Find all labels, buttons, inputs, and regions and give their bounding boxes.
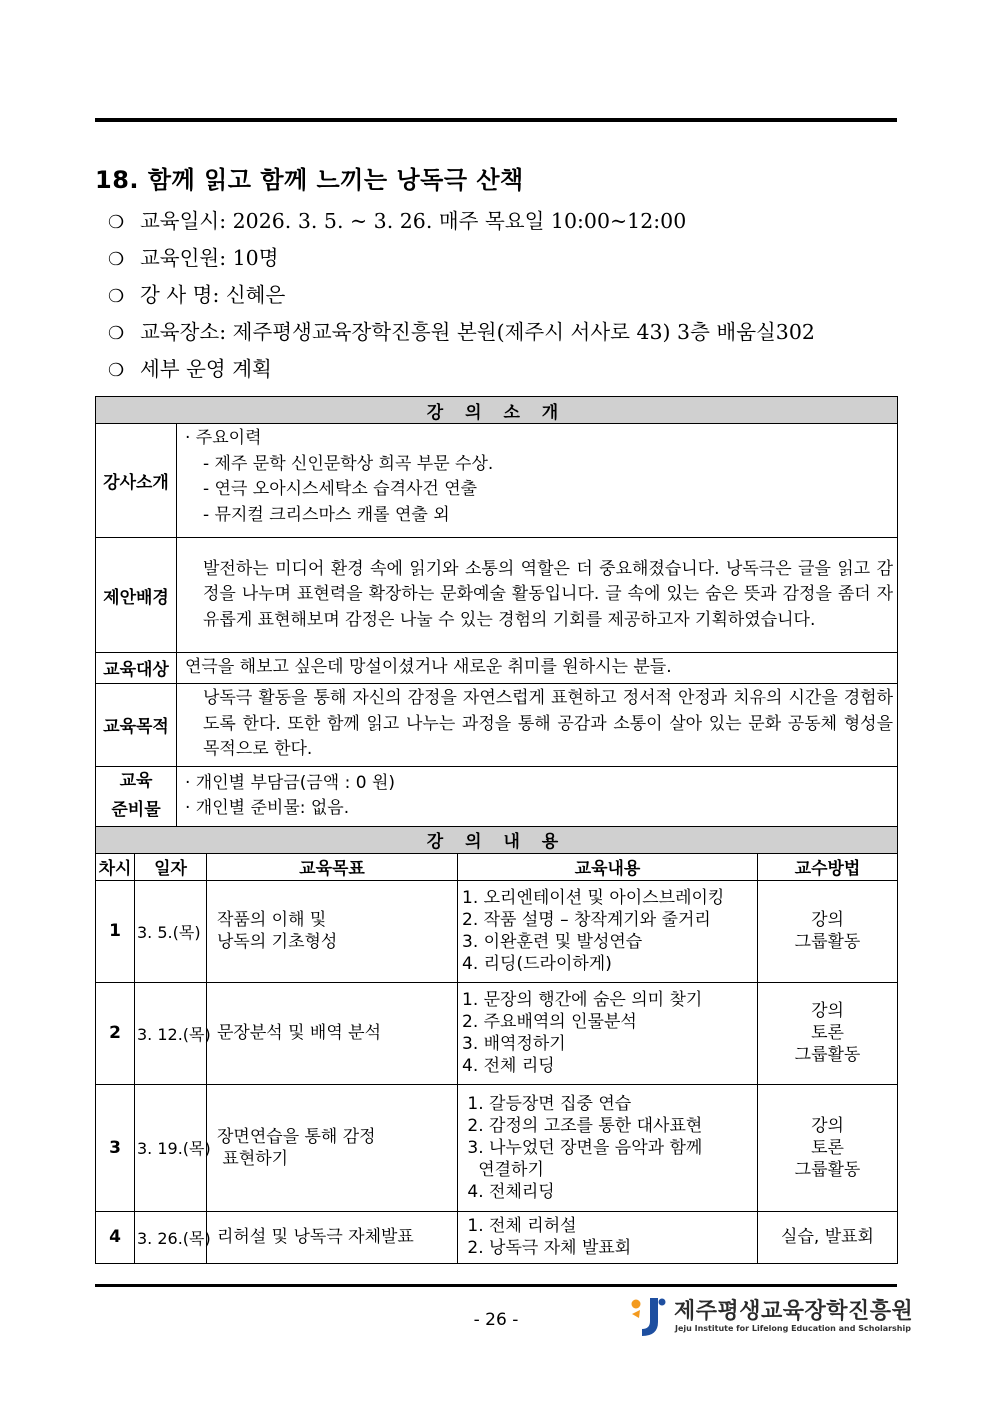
circle-bullet-icon: ❍ xyxy=(108,249,125,270)
bottom-rule xyxy=(95,1284,897,1287)
content-section-header: 강 의 내 용 xyxy=(96,826,898,853)
session-content: 1. 오리엔테이션 및 아이스브레이킹 2. 작품 설명 – 창작계기와 줄거리 3. 이완훈련 및 발성연습 4. 리딩(드라이하게) xyxy=(458,880,758,982)
col-header-method: 교수방법 xyxy=(758,853,898,880)
session-content: 1. 전체 리허설 2. 낭독극 자체 발표회 xyxy=(458,1211,758,1263)
session-content: 1. 문장의 행간에 숨은 의미 찾기 2. 주요배역의 인물분석 3. 배역정하기 4. 전체 리딩 xyxy=(458,982,758,1084)
session-method: 강의 그룹활동 xyxy=(758,880,898,982)
col-header-content: 교육내용 xyxy=(458,853,758,880)
session-goal: 리허설 및 낭독극 자체발표 xyxy=(207,1211,458,1263)
purpose-text: 낭독극 활동을 통해 자신의 감정을 자연스럽게 표현하고 정서적 안정과 치유의 시간을 경험하도록 한다. 또한 함께 읽고 나누는 과정을 통해 공감과 소통이 살아 있는 문화 공동체 형성을 목적으로 한다. xyxy=(177,683,898,766)
instructor-line: · 주요이력 xyxy=(185,428,262,448)
session-number: 1 xyxy=(96,880,135,982)
circle-bullet-icon: ❍ xyxy=(108,286,125,307)
table-row xyxy=(96,1211,898,1263)
session-content: 1. 갈등장면 집중 연습 2. 감정의 고조를 통한 대사표현 3. 나누었던 장면을 음악과 함께 연결하기 4. 전체리딩 xyxy=(458,1084,758,1211)
session-date: 3. 5.(목) xyxy=(135,880,207,982)
supplies-cell xyxy=(177,766,898,826)
supplies-line: · 개인별 부담금(금액 : 0 원) xyxy=(185,772,396,793)
circle-bullet-icon: ❍ xyxy=(108,323,125,344)
content-header-row xyxy=(96,853,898,880)
info-item-instructor: ❍ 강 사 명: 신혜은 xyxy=(108,277,908,314)
instructor-line: - 연극 오아시스세탁소 습격사건 연출 xyxy=(203,479,478,499)
col-header-goal: 교육목표 xyxy=(207,853,458,880)
info-item-location: ❍ 교육장소: 제주평생교육장학진흥원 본원(제주시 서사로 43) 3층 배움실302 xyxy=(108,314,908,351)
page-number: - 26 - xyxy=(473,1310,519,1330)
table-row xyxy=(96,982,898,1084)
section-title: 18. 함께 읽고 함께 느끼는 낭독극 산책 xyxy=(95,166,524,194)
instructor-line: - 뮤지컬 크리스마스 캐롤 연출 외 xyxy=(203,504,450,525)
background-label: 제안배경 xyxy=(96,538,177,653)
background-text: 발전하는 미디어 환경 속에 읽기와 소통의 역할은 더 중요해졌습니다. 낭독극은 글을 읽고 감정을 나누며 표현력을 확장하는 문화예술 활동입니다. 글 속에 있는 숨은 뜻과 감정을 좀더 자유롭게 표현해보며 감정은 나눌 수 있는 경험의 기회를 제공하고자 기획하였습니다. xyxy=(177,538,898,653)
session-method: 강의 토론 그룹활동 xyxy=(758,982,898,1084)
session-date: 3. 26.(목) xyxy=(135,1211,207,1263)
table-row xyxy=(96,1084,898,1211)
info-item-schedule: ❍ 교육일시: 2026. 3. 5. ~ 3. 26. 매주 목요일 10:00~12:00 xyxy=(108,203,908,240)
course-table xyxy=(95,396,898,1264)
instructor-line: - 제주 문학 신인문학상 희곡 부문 수상. xyxy=(203,453,494,474)
institute-logo xyxy=(628,1292,914,1342)
col-header-session: 차시 xyxy=(96,853,135,880)
info-item-capacity: ❍ 교육인원: 10명 xyxy=(108,240,908,277)
session-date: 3. 19.(목) xyxy=(135,1084,207,1211)
session-number: 2 xyxy=(96,982,135,1084)
purpose-label: 교육목적 xyxy=(96,683,177,766)
intro-section-header: 강 의 소 개 xyxy=(96,397,898,424)
info-item-plan: ❍ 세부 운영 계획 xyxy=(108,351,908,388)
supplies-label: 교육 준비물 xyxy=(96,766,177,826)
target-text: 연극을 해보고 싶은데 망설이셨거나 새로운 취미를 원하시는 분들. xyxy=(177,653,898,684)
session-method: 강의 토론 그룹활동 xyxy=(758,1084,898,1211)
session-goal: 문장분석 및 배역 분석 xyxy=(207,982,458,1084)
col-header-date: 일자 xyxy=(135,853,207,880)
instructor-label: 강사소개 xyxy=(96,424,177,538)
institute-name: 제주평생교육장학진흥원 xyxy=(674,1299,914,1324)
instructor-cell xyxy=(177,424,898,538)
top-rule xyxy=(95,118,897,122)
session-date: 3. 12.(목) xyxy=(135,982,207,1084)
institute-name-en: Jeju Institute for Lifelong Education and Scholarship xyxy=(675,1324,911,1333)
target-label: 교육대상 xyxy=(96,653,177,684)
circle-bullet-icon: ❍ xyxy=(108,212,125,233)
table-row xyxy=(96,880,898,982)
session-number: 3 xyxy=(96,1084,135,1211)
session-number: 4 xyxy=(96,1211,135,1263)
session-goal: 작품의 이해 및 낭독의 기초형성 xyxy=(207,880,458,982)
session-method: 실습, 발표회 xyxy=(758,1211,898,1263)
info-list xyxy=(108,203,908,388)
supplies-line: · 개인별 준비물: 없음. xyxy=(185,798,350,818)
circle-bullet-icon: ❍ xyxy=(108,360,125,381)
institute-emblem-icon xyxy=(628,1292,672,1340)
session-goal: 장면연습을 통해 감정 표현하기 xyxy=(207,1084,458,1211)
